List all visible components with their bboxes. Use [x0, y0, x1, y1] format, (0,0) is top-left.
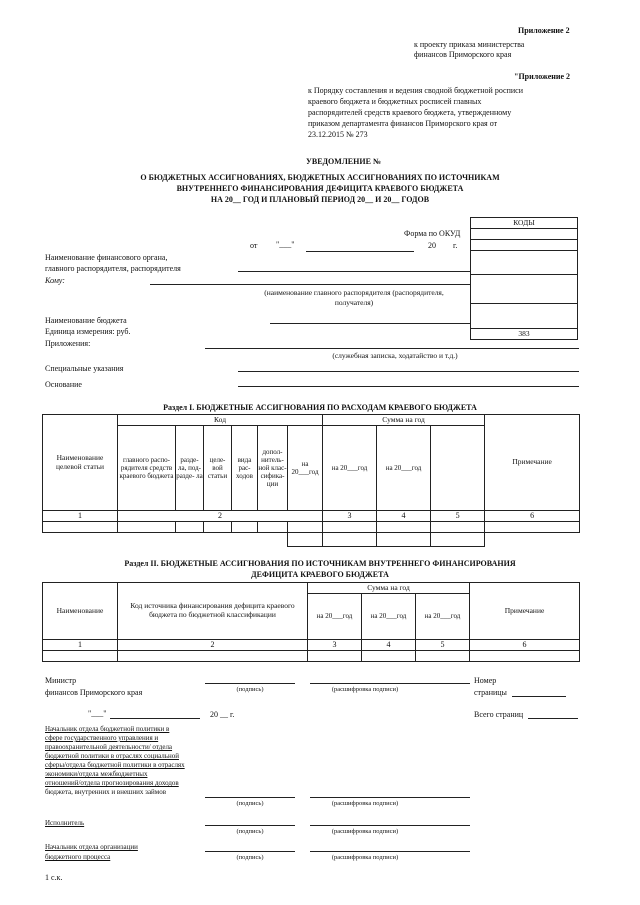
- s1-note-header: Примечание: [485, 415, 580, 511]
- org-label-2: главного распорядителя, распорядителя: [45, 264, 181, 273]
- s2-col-name: Наименование: [43, 583, 118, 640]
- s1-cell[interactable]: [288, 522, 323, 533]
- procedure-line-3: распорядителей средств краевого бюджета, утвержденному: [308, 108, 512, 117]
- minister-label-2: финансов Приморского края: [45, 688, 143, 697]
- title-line-1: О БЮДЖЕТНЫХ АССИГНОВАНИЯХ, БЮДЖЕТНЫХ АССИГНОВАНИЯХ ПО ИСТОЧНИКАМ: [140, 173, 500, 182]
- s2-col-code: Код источника финансирования дефицита краевого бюджета по бюджетной классификации: [118, 583, 308, 640]
- s1-cell[interactable]: [485, 522, 580, 533]
- s1-cell[interactable]: [232, 522, 258, 533]
- budget-name-line[interactable]: [270, 323, 470, 324]
- date-quotes: "___": [276, 240, 295, 249]
- dept-head-6: экономики/отдела межбюджетных: [45, 770, 148, 778]
- project-line-2: финансов Приморского края: [414, 50, 512, 59]
- s1-cell[interactable]: [431, 522, 485, 533]
- org-head-name-line[interactable]: [310, 851, 470, 852]
- dept-head-8: бюджета, внутренних и внешних займов: [45, 788, 167, 796]
- page-label: страницы: [474, 688, 507, 697]
- dept-head-7: отношений/отдела прогнозирования доходов: [45, 779, 179, 787]
- org-head-1: Начальник отдела организации: [45, 843, 138, 851]
- s1-cell[interactable]: [43, 522, 118, 533]
- recipient-hint-2: получателя): [334, 298, 374, 307]
- section2-title-2: ДЕФИЦИТА КРАЕВОГО БЮДЖЕТА: [251, 570, 389, 579]
- org-head-rasshifrovka: (расшифровка подписи): [331, 854, 399, 861]
- section2-table: [42, 582, 580, 662]
- s1-col-year3: на 20___год: [377, 426, 431, 511]
- procedure-line-4: приказом департамента финансов Приморского края от: [308, 119, 498, 128]
- attachments-line[interactable]: [205, 348, 579, 349]
- minister-label-1: Министр: [45, 676, 77, 685]
- dept-head-5: сферы/отдела бюджетной политики в отраслях: [45, 761, 185, 769]
- s1-col-target: целе- вой статьи: [204, 426, 232, 511]
- procedure-line-1: к Порядку составления и ведения сводной бюджетной росписи: [308, 86, 523, 95]
- special-line[interactable]: [238, 371, 579, 372]
- s1-num-4: 4: [377, 511, 431, 522]
- s1-col-main: главного распо- рядителя средств краевого бюджета: [118, 426, 176, 511]
- s2-num-6: 6: [470, 640, 580, 651]
- s1-cell[interactable]: [258, 522, 288, 533]
- executor-signature-line[interactable]: [205, 825, 295, 826]
- s1-num-6: 6: [485, 511, 580, 522]
- basis-line[interactable]: [238, 386, 579, 387]
- s2-num-3: 3: [308, 640, 362, 651]
- recipient-hint-1: (наименование главного распорядителя (распорядителя,: [264, 288, 444, 297]
- budget-name-label: Наименование бюджета: [45, 316, 127, 325]
- recipient-code-cell[interactable]: [471, 275, 578, 304]
- total-pages-line[interactable]: [528, 718, 578, 719]
- budget-code-cell[interactable]: [471, 304, 578, 329]
- dept-podpis: (подпись): [236, 800, 264, 807]
- s2-col-year3: на 20___год: [416, 594, 470, 640]
- s1-col-year2: на 20___год: [323, 426, 377, 511]
- attachments-hint: (служебная записка, ходатайство и т.д.): [332, 351, 458, 360]
- recipient-input-line[interactable]: [150, 284, 470, 285]
- page-number-line[interactable]: [512, 696, 566, 697]
- sign-date-line[interactable]: [110, 718, 200, 719]
- procedure-line-5: 23.12.2015 № 273: [308, 130, 368, 139]
- dept-signature-line[interactable]: [205, 797, 295, 798]
- year-label: 20: [428, 241, 436, 250]
- s1-col-type: вида рас- ходов: [232, 426, 258, 511]
- s2-num-1: 1: [43, 640, 118, 651]
- executor-podpis: (подпись): [236, 828, 264, 835]
- s1-total-cell[interactable]: [377, 533, 431, 547]
- dept-name-line[interactable]: [310, 797, 470, 798]
- special-label: Специальные указания: [45, 364, 124, 373]
- notice-title: УВЕДОМЛЕНИЕ №: [306, 157, 381, 166]
- dept-head-1: Начальник отдела бюджетной политики в: [45, 725, 170, 733]
- appendix-2-quote: "Приложение 2: [514, 72, 571, 81]
- s1-num-2: 2: [118, 511, 323, 522]
- s2-num-4: 4: [362, 640, 416, 651]
- dept-head-3: правоохранительной деятельности/ отдела: [45, 743, 173, 751]
- unit-label: Единица измерения: руб.: [45, 327, 131, 336]
- org-label-1: Наименование финансового органа,: [45, 253, 168, 262]
- s1-sum-header: Сумма на год: [323, 415, 485, 426]
- s1-cell[interactable]: [323, 522, 377, 533]
- date-quotes-2: "___": [88, 709, 107, 718]
- minister-rasshifrovka: (расшифровка подписи): [331, 686, 399, 693]
- okud-code-cell[interactable]: [471, 229, 578, 240]
- dept-rasshifrovka: (расшифровка подписи): [331, 800, 399, 807]
- date-month-line[interactable]: [306, 251, 414, 252]
- codes-header: КОДЫ: [471, 218, 578, 229]
- s1-total-cell[interactable]: [431, 533, 485, 547]
- executor-name-line[interactable]: [310, 825, 470, 826]
- s2-cell[interactable]: [43, 651, 118, 662]
- dept-head-2: сфере государственного управления и: [45, 734, 159, 742]
- unit-code-cell: 383: [471, 329, 578, 340]
- s2-col-year1: на 20___год: [308, 594, 362, 640]
- s2-cell[interactable]: [308, 651, 362, 662]
- number-label: Номер: [474, 676, 497, 685]
- total-pages-label: Всего страниц: [474, 710, 524, 719]
- s1-col-name: Наименование целевой статьи: [43, 415, 118, 511]
- title-line-3: НА 20__ ГОД И ПЛАНОВЫЙ ПЕРИОД 20__ И 20__ ГОДОВ: [210, 195, 430, 204]
- s2-cell[interactable]: [416, 651, 470, 662]
- g-label: г.: [453, 241, 458, 250]
- minister-podpis: (подпись): [236, 686, 264, 693]
- s1-total-cell[interactable]: [323, 533, 377, 547]
- s1-col-section: разде- ла, под- разде- ла: [176, 426, 204, 511]
- executor-rasshifrovka: (расшифровка подписи): [331, 828, 399, 835]
- s1-cell[interactable]: [176, 522, 204, 533]
- s2-sum-header: Сумма на год: [308, 583, 470, 594]
- s1-kod-header: Код: [118, 415, 323, 426]
- s2-cell[interactable]: [470, 651, 580, 662]
- sign-year: 20 __ г.: [210, 710, 235, 719]
- footer-mark: 1 с.к.: [45, 873, 63, 882]
- title-line-2: ВНУТРЕННЕГО ФИНАНСИРОВАНИЯ ДЕФИЦИТА КРАЕВОГО БЮДЖЕТА: [176, 184, 464, 193]
- okud-label: Форма по ОКУД: [404, 229, 461, 238]
- from-label: от: [250, 241, 258, 250]
- s1-cell[interactable]: [377, 522, 431, 533]
- s1-cell[interactable]: [118, 522, 176, 533]
- s1-num-1: 1: [43, 511, 118, 522]
- s1-col-year1: на 20___год: [288, 426, 323, 511]
- org-head-podpis: (подпись): [236, 854, 264, 861]
- s1-col-extra: допол- нитель- ной клас- сифика- ции: [258, 426, 288, 511]
- dept-head-4: бюджетной политики в отраслях социальной: [45, 752, 179, 760]
- section2-title-1: Раздел II. БЮДЖЕТНЫЕ АССИГНОВАНИЯ ПО ИСТОЧНИКАМ ВНУТРЕННЕГО ФИНАНСИРОВАНИЯ: [124, 559, 516, 568]
- s1-num-5: 5: [431, 511, 485, 522]
- s2-note-header: Примечание: [470, 583, 580, 640]
- minister-name-line[interactable]: [310, 683, 470, 684]
- date-code-cell[interactable]: [471, 240, 578, 251]
- org-head-2: бюджетного процесса: [45, 853, 111, 861]
- s2-cell[interactable]: [362, 651, 416, 662]
- minister-signature-line[interactable]: [205, 683, 295, 684]
- s2-num-5: 5: [416, 640, 470, 651]
- s2-num-2: 2: [118, 640, 308, 651]
- org-head-signature-line[interactable]: [205, 851, 295, 852]
- org-input-line[interactable]: [238, 271, 470, 272]
- project-line-1: к проекту приказа министерства: [414, 40, 525, 49]
- komu-label: Кому:: [45, 276, 65, 285]
- s1-num-3: 3: [323, 511, 377, 522]
- codes-table: [470, 217, 578, 340]
- s2-cell[interactable]: [118, 651, 308, 662]
- s1-cell[interactable]: [204, 522, 232, 533]
- appendix-2-title: Приложение 2: [518, 26, 570, 35]
- s2-col-year2: на 20___год: [362, 594, 416, 640]
- executor-label: Исполнитель: [45, 819, 85, 827]
- org-code-cell[interactable]: [471, 251, 578, 275]
- procedure-line-2: краевого бюджета и бюджетных росписей главных: [308, 97, 482, 106]
- section1-title: Раздел I. БЮДЖЕТНЫЕ АССИГНОВАНИЯ ПО РАСХОДАМ КРАЕВОГО БЮДЖЕТА: [163, 403, 477, 412]
- s1-total-cell[interactable]: [288, 533, 323, 547]
- basis-label: Основание: [45, 380, 82, 389]
- section1-table: [42, 414, 580, 547]
- attachments-label: Приложения:: [45, 339, 91, 348]
